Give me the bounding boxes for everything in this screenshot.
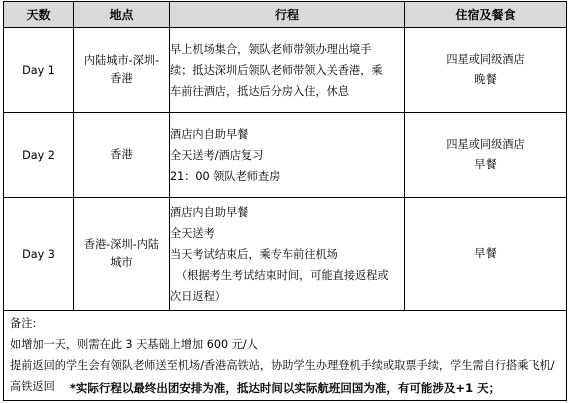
schedule-line: 车前往酒店，抵达后分房入住，休息 — [170, 84, 350, 98]
location-line: 香港 — [110, 148, 133, 161]
location-cell — [74, 28, 170, 113]
footer-disclaimer: *实际行程以最终出团安排为准，抵达时间以实际航班回国为准，有可能涉及+1 天； — [69, 381, 501, 395]
location-line: 内陆城市-深圳- — [83, 54, 160, 67]
day-cell: Day 1 — [4, 28, 74, 113]
header-schedule: 行程 — [170, 2, 405, 28]
header-accommodation-meals: 住宿及餐食 — [405, 2, 567, 28]
accommodation-cell — [405, 198, 567, 311]
accommodation-line: 四星或同级酒店 — [446, 138, 525, 151]
schedule-line: 全天送考/酒店复习 — [170, 148, 264, 162]
header-location: 地点 — [74, 2, 170, 28]
table-row — [4, 113, 567, 198]
schedule-line: 21：00 领队老师查房 — [170, 169, 281, 183]
location-cell — [74, 113, 170, 198]
schedule-line: 当天考试结束后，乘专车前往机场 — [170, 247, 338, 261]
day-cell: Day 3 — [4, 198, 74, 311]
header-days: 天数 — [4, 2, 74, 28]
table-header-row — [4, 2, 567, 28]
notes-title: 备注: — [10, 317, 37, 330]
table-row — [4, 198, 567, 311]
schedule-line: 次日返程） — [170, 289, 226, 303]
schedule-line: 早上机场集合，领队老师带领办理出境手 — [170, 42, 372, 56]
schedule-line: 全天送考 — [170, 226, 215, 240]
location-line: 香港-深圳-内陆 — [83, 238, 160, 251]
schedule-line: 酒店内自助早餐 — [170, 205, 249, 219]
schedule-cell — [170, 28, 405, 113]
notes-early-return: 提前返回的学生会有领队老师送至机场/香港高铁站，协助学生办理登机手续或取票手续，学生需自行搭乘飞机/高铁返回 — [10, 359, 555, 393]
schedule-cell — [170, 113, 405, 198]
schedule-cell — [170, 198, 405, 311]
accommodation-cell — [405, 113, 567, 198]
table-row — [4, 28, 567, 113]
schedule-line: 续；抵达深圳后领队老师带领入关香港，乘 — [170, 63, 383, 77]
day-cell: Day 2 — [4, 113, 74, 198]
meal-line: 晚餐 — [474, 73, 497, 86]
accommodation-cell — [405, 28, 567, 113]
location-line: 香港 — [110, 72, 133, 85]
schedule-line: （根据考生考试结束时间，可能直接返程或 — [176, 268, 389, 282]
location-cell — [74, 198, 170, 311]
notes-extra-day: 如增加一天，则需在此 3 天基础上增加 600 元/人 — [10, 338, 258, 351]
itinerary-table — [3, 1, 567, 401]
location-line: 城市 — [110, 256, 133, 269]
meal-line: 早餐 — [474, 158, 497, 171]
schedule-line: 酒店内自助早餐 — [170, 127, 249, 141]
accommodation-line: 四星或同级酒店 — [446, 53, 525, 66]
meal-line: 早餐 — [474, 247, 497, 260]
